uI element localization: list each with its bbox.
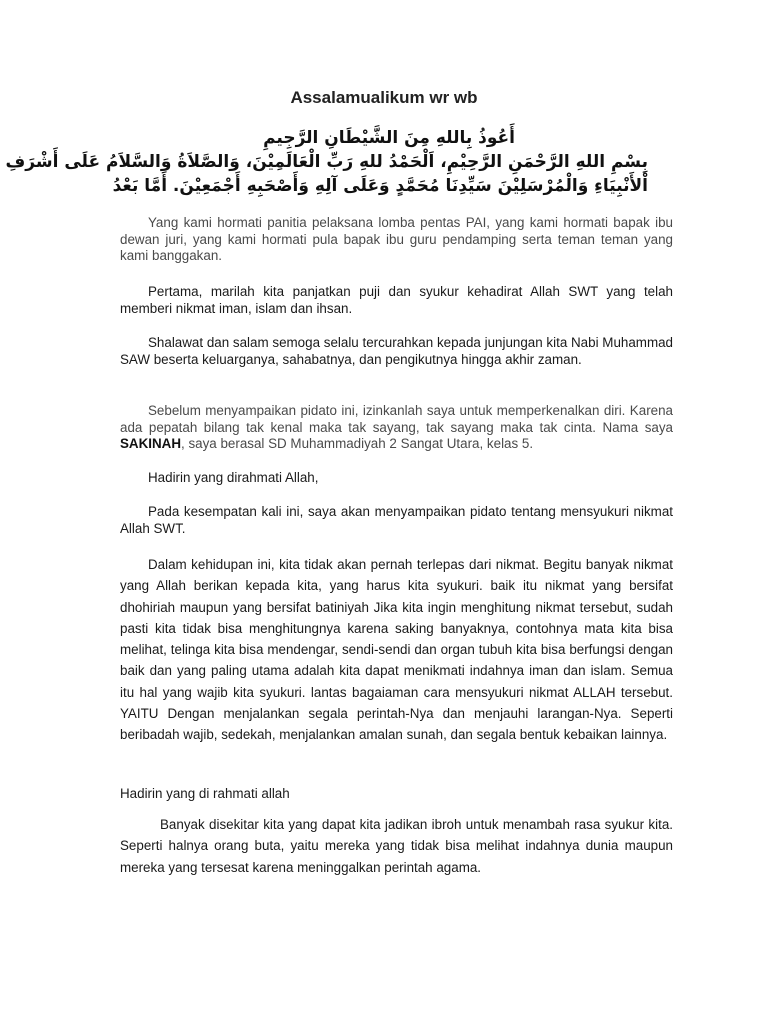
paragraph-shalawat <box>120 335 673 368</box>
arabic-opening-line-1: بِسْمِ اللهِ الرَّحْمَنِ الرَّحِيْمِ، اَلْحَمْدُ للهِ رَبِّ الْعَالَمِيْنَ، وَالصَّلاَةُ وَالسَّلاَمُ عَلَى أَشْرَفِ <box>5 152 648 172</box>
paragraph-topic <box>120 504 673 537</box>
paragraph-main-text: Dalam kehidupan ini, kita tidak akan pernah terlepas dari nikmat. Begitu banyak nikmat yang Allah berikan kepada kita, yang harus kita syukuri. baik itu nikmat yang bersifat dhohiriah maupun yang bersifat batiniyah Jika kita ingin menghitung nikmat tersebut, sudah pasti kita tidak bisa menghitungnya karena saking banyaknya, contohnya mata kita bisa melihat, telinga kita bisa mendengar, sendi-sendi dan organ tubuh kita bisa berfungsi dengan baik dan yang paling utama adalah kita dapat menikmati indahnya iman dan islam. Semua itu hal yang wajib kita syukuri. lantas bagaiaman cara mensyukuri nikmat ALLAH tersebut. YAITU Dengan menjalankan segala perintah-Nya dan menjauhi larangan-Nya. Seperti beribadah wajib, sedekah, menjalankan amalan sunah, dan segala bentuk kebaikan lainnya. <box>120 557 673 743</box>
paragraph-address-1 <box>120 470 673 487</box>
paragraph-greeting-text: Yang kami hormati panitia pelaksana lomba pentas PAI, yang kami hormati bapak ibu dewan juri, yang kami hormati pula bapak ibu guru pendamping serta teman teman yang kami banggakan. <box>120 215 673 263</box>
paragraph-main <box>120 554 673 746</box>
paragraph-address-1-text: Hadirin yang dirahmati Allah, <box>148 470 319 485</box>
speaker-name: SAKINAH <box>120 436 182 451</box>
arabic-taawudz: أَعُوذُ بِاللهِ مِنَ الشَّيْطَانِ الرَّجِيمِ <box>263 128 515 148</box>
arabic-opening-line-2: اْلأَنْبِيَاءِ وَالْمُرْسَلِيْنَ سَيِّدِنَا مُحَمَّدٍ وَعَلَى آلِهِ وَأَصْحَبِهِ أَجْمَعِيْنَ. أَمَّا بَعْدُ <box>112 176 648 196</box>
paragraph-lesson-text: Banyak disekitar kita yang dapat kita jadikan ibroh untuk menambah rasa syukur kita. Seperti halnya orang buta, yaitu mereka yang tidak bisa melihat indahnya dunia maupun mereka yang tersesat karena meninggalkan perintah agama. <box>120 817 673 875</box>
page-title: Assalamualikum wr wb <box>290 88 478 107</box>
paragraph-address-2-text: Hadirin yang di rahmati allah <box>120 786 290 801</box>
paragraph-topic-text: Pada kesempatan kali ini, saya akan menyampaikan pidato tentang mensyukuri nikmat Allah SWT. <box>120 504 673 536</box>
paragraph-address-2 <box>120 786 673 803</box>
paragraph-lesson <box>120 814 673 878</box>
paragraph-greeting <box>120 215 673 265</box>
paragraph-gratitude-text: Pertama, marilah kita panjatkan puji dan syukur kehadirat Allah SWT yang telah memberi nikmat iman, islam dan ihsan. <box>120 284 673 316</box>
paragraph-introduction-text: Sebelum menyampaikan pidato ini, izinkanlah saya untuk memperkenalkan diri. Karena ada pepatah bilang tak kenal maka tak sayang, tak sayang maka tak cinta. Nama saya <box>120 403 673 435</box>
paragraph-introduction <box>120 403 673 453</box>
paragraph-gratitude <box>120 284 673 317</box>
paragraph-shalawat-text: Shalawat dan salam semoga selalu tercurahkan kepada junjungan kita Nabi Muhammad SAW beserta keluarganya, sahabatnya, dan pengikutnya hingga akhir zaman. <box>120 335 673 367</box>
paragraph-introduction-tail: , saya berasal SD Muhammadiyah 2 Sangat Utara, kelas 5. <box>181 436 534 451</box>
